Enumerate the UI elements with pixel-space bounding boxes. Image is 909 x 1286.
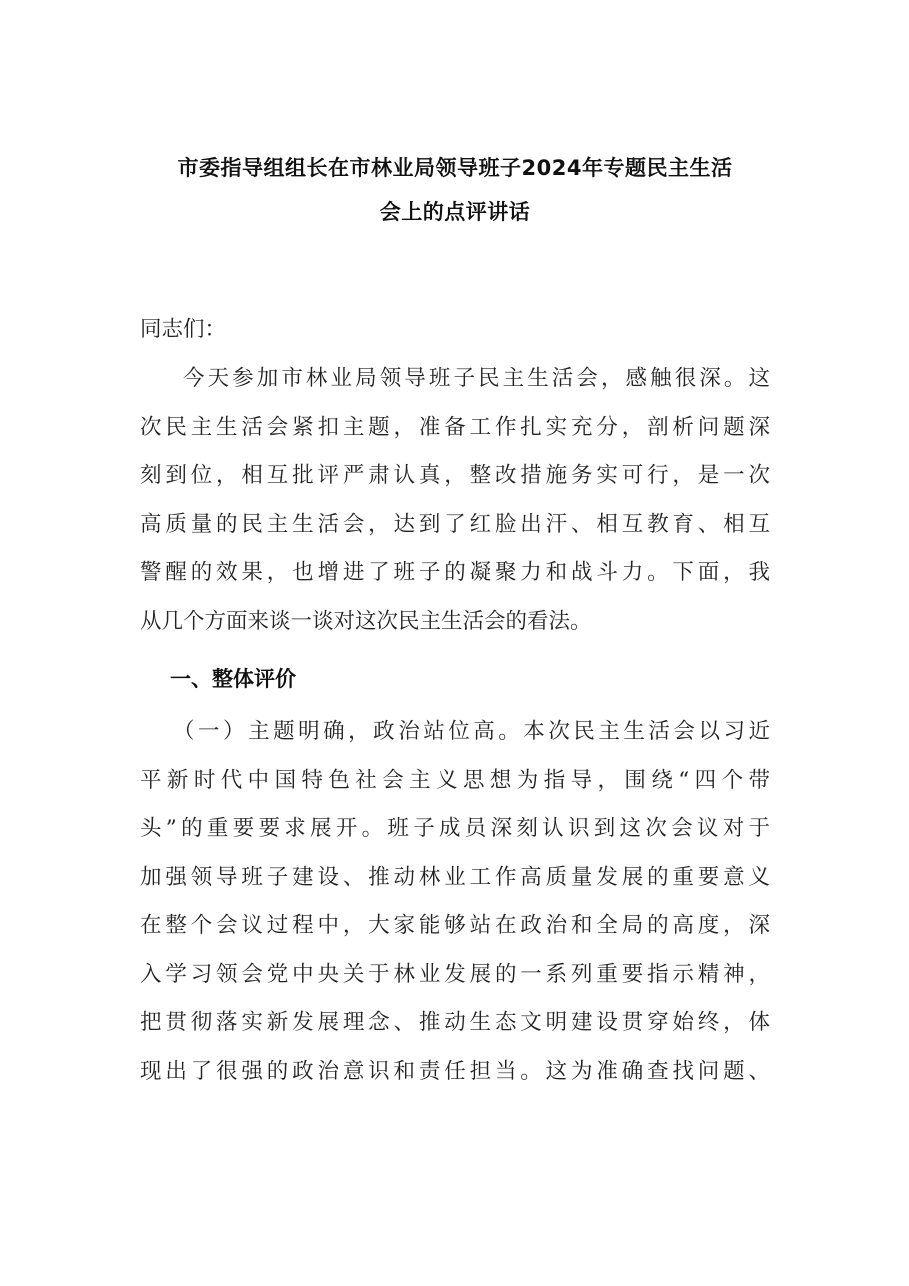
section-heading: 一、整体评价 xyxy=(170,667,296,691)
paragraph-line: 刻到位，相互批评严肃认真，整改措施务实可行，是一次 xyxy=(140,463,770,488)
paragraph-line: 从几个方面来谈一谈对这次民主生活会的看法。 xyxy=(140,608,592,634)
paragraph-line: （一）主题明确，政治站位高。本次民主生活会以习近 xyxy=(173,719,770,744)
paragraph-line: 次民主生活会紧扣主题，准备工作扎实充分，剖析问题深 xyxy=(140,414,770,440)
paragraph-line: 头”的重要要求展开。班子成员深刻认识到这次会议对于 xyxy=(140,816,770,841)
paragraph-line: 加强领导班子建设、推动林业工作高质量发展的重要意义 xyxy=(140,864,770,890)
paragraph-line: 把贯彻落实新发展理念、推动生态文明建设贯穿始终，体 xyxy=(140,1010,770,1035)
paragraph-line: 高质量的民主生活会，达到了红脸出汗、相互教育、相互 xyxy=(140,511,770,537)
document-title xyxy=(140,146,770,234)
paragraph-line: 今天参加市林业局领导班子民主生活会，感触很深。这 xyxy=(183,366,770,391)
paragraph-evaluation xyxy=(140,708,770,1096)
paragraph-intro xyxy=(140,355,770,646)
paragraph-line: 警醒的效果，也增进了班子的凝聚力和战斗力。下面，我 xyxy=(140,560,770,585)
salutation: 同志们： xyxy=(140,317,227,342)
title-line: 市委指导组组长在市林业局领导班子2024年专题民主生活 xyxy=(177,156,733,180)
paragraph-line: 平新时代中国特色社会主义思想为指导，围绕“四个带 xyxy=(140,767,770,793)
paragraph-line: 入学习领会党中央关于林业发展的一系列重要指示精神， xyxy=(140,961,770,987)
paragraph-line: 现出了很强的政治意识和责任担当。这为准确查找问题、 xyxy=(140,1058,770,1084)
paragraph-line: 在整个会议过程中，大家能够站在政治和全局的高度，深 xyxy=(140,913,770,938)
title-line: 会上的点评讲话 xyxy=(379,200,531,224)
